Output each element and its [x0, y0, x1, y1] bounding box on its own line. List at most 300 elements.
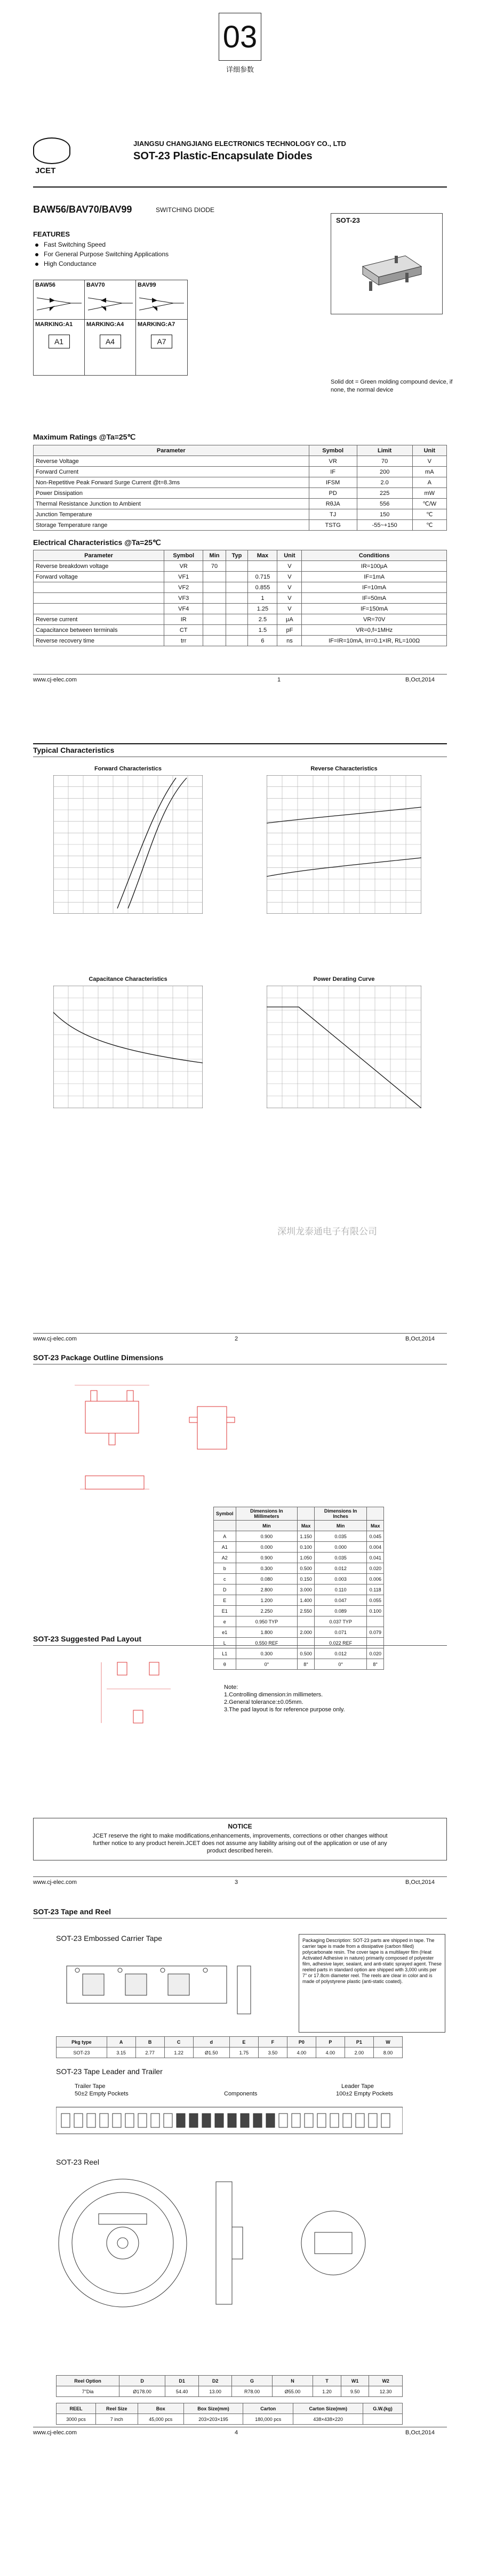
- pad-layout-drawing: [85, 1652, 203, 1748]
- column-header: G.W.(kg): [363, 2403, 403, 2414]
- table-cell: Ø1.50: [193, 2047, 229, 2058]
- package-outline-drawing: [53, 1375, 277, 1513]
- column-header: [214, 1521, 236, 1531]
- table-cell: D: [214, 1584, 236, 1595]
- table-cell: IFSM: [309, 477, 357, 488]
- table-row: [34, 561, 447, 572]
- table-cell: VF1: [164, 572, 203, 582]
- reel-title: SOT-23 Reel: [56, 2158, 99, 2166]
- chart-title: Reverse Characteristics: [310, 766, 378, 772]
- table-cell: 3.000: [298, 1584, 315, 1595]
- table-cell: 0°: [236, 1659, 298, 1670]
- marking-diagram-panel: [33, 280, 188, 376]
- notice-title: NOTICE: [228, 1823, 252, 1830]
- table-cell: [367, 1616, 384, 1627]
- table-row: [34, 572, 447, 582]
- table-cell: 1.050: [298, 1553, 315, 1563]
- column-header: Reel Size: [95, 2403, 138, 2414]
- table-cell: VR: [164, 561, 203, 572]
- column-header: D2: [198, 2376, 232, 2386]
- table-cell: TSTG: [309, 520, 357, 531]
- tape-pocket: [151, 2114, 159, 2127]
- table-cell: pF: [277, 625, 302, 636]
- table-cell: c: [214, 1574, 236, 1584]
- tape-pocket: [125, 2114, 134, 2127]
- table-row: [34, 614, 447, 625]
- table-cell: [203, 582, 226, 593]
- table-cell: [203, 614, 226, 625]
- table-cell: VR=70V: [302, 614, 447, 625]
- column-header: Symbol: [309, 445, 357, 456]
- column-header: Box Size(mm): [183, 2403, 243, 2414]
- column-header: [367, 1507, 384, 1521]
- bullet-icon: [35, 253, 38, 256]
- column-header: Pkg type: [57, 2037, 107, 2047]
- table-cell: V: [412, 456, 446, 467]
- table-row: [214, 1531, 384, 1542]
- table-cell: 3.50: [258, 2047, 287, 2058]
- table-row: [34, 582, 447, 593]
- table-cell: 0.022 REF: [314, 1638, 367, 1648]
- table-cell: 0.003: [314, 1574, 367, 1584]
- column-header: [298, 1507, 315, 1521]
- header-divider: [33, 186, 447, 188]
- electrical-title: Electrical Characteristics @Ta=25℃: [33, 538, 161, 547]
- note-line: 3.The pad layout is for reference purpose only.: [224, 1707, 345, 1713]
- page-number: 3: [235, 1879, 238, 1886]
- table-cell: 70: [357, 456, 412, 467]
- table-cell: 1.400: [298, 1595, 315, 1606]
- trailer-sub: 50±2 Empty Pockets: [75, 2091, 129, 2097]
- table-cell: V: [277, 572, 302, 582]
- section-subtitle: 详细参数: [226, 66, 254, 74]
- packing-table: [56, 2403, 403, 2425]
- column-header: Conditions: [302, 550, 447, 561]
- table-cell: 0.035: [314, 1553, 367, 1563]
- table-cell: 6: [248, 636, 277, 646]
- table-cell: A: [412, 477, 446, 488]
- table-cell: 1.22: [164, 2047, 193, 2058]
- chart-title: Power Derating Curve: [313, 976, 375, 982]
- tape-pocket: [253, 2114, 262, 2127]
- table-cell: IF=IR=10mA, Irr=0.1×IR, RL=100Ω: [302, 636, 447, 646]
- table-cell: 9.50: [341, 2386, 369, 2397]
- column-header: Typ: [226, 550, 248, 561]
- header-rule: [33, 1645, 447, 1646]
- tape-pocket: [305, 2114, 313, 2127]
- tape-pocket: [113, 2114, 121, 2127]
- column-header: P1: [345, 2037, 373, 2047]
- carrier-tape-title: SOT-23 Embossed Carrier Tape: [56, 1934, 162, 1943]
- footer-date: B,Oct,2014: [405, 1879, 435, 1886]
- table-row: [34, 467, 447, 477]
- table-cell: IR: [164, 614, 203, 625]
- table-cell: θ: [214, 1659, 236, 1670]
- tape-pocket: [100, 2114, 108, 2127]
- tape-reel-title: SOT-23 Tape and Reel: [33, 1907, 111, 1916]
- table-cell: ℃: [412, 520, 446, 531]
- page-number: 1: [277, 677, 281, 683]
- bullet-icon: [35, 243, 38, 247]
- column-header: Max: [298, 1521, 315, 1531]
- table-cell: 1: [248, 593, 277, 604]
- footer-date: B,Oct,2014: [405, 1336, 435, 1342]
- notice-text: JCET reserve the right to make modifications,enhancements, improvements, corrections or other changes without further notice to any product herein.JCET does not assume any liability arising out of the application or use of any product described herein.: [92, 1833, 388, 1854]
- table-cell: 0.047: [314, 1595, 367, 1606]
- column-header: Carton: [243, 2403, 293, 2414]
- marking-code: A1: [49, 335, 70, 348]
- notice-box: [33, 1818, 447, 1860]
- table-cell: [226, 561, 248, 572]
- table-cell: [203, 604, 226, 614]
- marking-label: MARKING:A7: [136, 319, 187, 329]
- note-line: Note:: [224, 1684, 238, 1691]
- table-cell: 0.041: [367, 1553, 384, 1563]
- column-header: Dimensions In Inches: [314, 1507, 367, 1521]
- table-cell: 0.900: [236, 1553, 298, 1563]
- table-cell: V: [277, 604, 302, 614]
- table-cell: 0.012: [314, 1563, 367, 1574]
- table-cell: [203, 636, 226, 646]
- table-cell: 1.200: [236, 1595, 298, 1606]
- table-cell: 2.00: [345, 2047, 373, 2058]
- watermark-text: 深圳龙泰通电子有限公司: [277, 1226, 377, 1237]
- footer-date: B,Oct,2014: [405, 677, 435, 683]
- diode-schematic-icon: [136, 290, 186, 316]
- table-cell: 0.020: [367, 1648, 384, 1659]
- bullet-icon: [35, 263, 38, 266]
- table-cell: L1: [214, 1648, 236, 1659]
- marking-code: A4: [100, 335, 121, 348]
- table-cell: 0.000: [314, 1542, 367, 1553]
- trailer-label: Trailer Tape: [75, 2083, 106, 2090]
- table-cell: 0.110: [314, 1584, 367, 1595]
- table-cell: 1.150: [298, 1531, 315, 1542]
- pad-notes: [224, 1684, 345, 1713]
- table-cell: 0.045: [367, 1531, 384, 1542]
- leader-sub: 100±2 Empty Pockets: [336, 2091, 393, 2097]
- table-cell: 0.100: [298, 1542, 315, 1553]
- table-cell: 0.118: [367, 1584, 384, 1595]
- table-cell: 0.079: [367, 1627, 384, 1638]
- table-cell: Reverse recovery time: [34, 636, 164, 646]
- table-cell: 12.30: [369, 2386, 403, 2397]
- column-header: Min: [314, 1521, 367, 1531]
- table-row: [214, 1638, 384, 1648]
- table-row: [34, 520, 447, 531]
- page-number: 4: [235, 2429, 238, 2436]
- table-cell: [34, 593, 164, 604]
- table-cell: Reverse current: [34, 614, 164, 625]
- tape-pocket: [330, 2114, 339, 2127]
- table-cell: E: [214, 1595, 236, 1606]
- table-cell: [34, 604, 164, 614]
- table-cell: 0.037 TYP: [314, 1616, 367, 1627]
- table-cell: trr: [164, 636, 203, 646]
- table-cell: [226, 625, 248, 636]
- table-cell: 13.00: [198, 2386, 232, 2397]
- column-header: Unit: [277, 550, 302, 561]
- table-cell: 2.77: [135, 2047, 164, 2058]
- tape-pocket: [138, 2114, 147, 2127]
- table-cell: [226, 614, 248, 625]
- table-cell: 7"Dia: [57, 2386, 119, 2397]
- table-cell: 54.40: [165, 2386, 199, 2397]
- table-cell: 203×203×195: [183, 2414, 243, 2425]
- leader-label: Leader Tape: [341, 2083, 374, 2090]
- footer-rule: [33, 1876, 447, 1877]
- table-cell: 0.080: [236, 1574, 298, 1584]
- column-header: Parameter: [34, 445, 309, 456]
- table-cell: 1.800: [236, 1627, 298, 1638]
- table-cell: 0.550 REF: [236, 1638, 298, 1648]
- table-cell: Thermal Resistance Junction to Ambient: [34, 499, 309, 509]
- column-header: E: [229, 2037, 258, 2047]
- package-label: SOT-23: [336, 216, 360, 224]
- leader-trailer-title: SOT-23 Tape Leader and Trailer: [56, 2067, 163, 2076]
- column-header: P0: [287, 2037, 316, 2047]
- table-cell: CT: [164, 625, 203, 636]
- part-numbers: BAW56/BAV70/BAV99: [33, 204, 132, 215]
- table-cell: VF4: [164, 604, 203, 614]
- marking-col-bav70: [85, 280, 136, 375]
- table-cell: 0.089: [314, 1606, 367, 1616]
- table-cell: [298, 1616, 315, 1627]
- table-cell: Ø55.00: [272, 2386, 313, 2397]
- table-cell: 0.071: [314, 1627, 367, 1638]
- table-cell: [298, 1638, 315, 1648]
- table-row: [34, 488, 447, 499]
- table-cell: 180,000 pcs: [243, 2414, 293, 2425]
- table-row: [214, 1574, 384, 1584]
- packaging-description: Packaging Description: SOT-23 parts are shipped in tape. The carrier tape is made from a dissipative (carbon filled) polycarbonate resin. The cover tape is a multilayer film (Heat Activated Adhesive in nature) primarily composed of polyester film, adhesive layer, sealant, and anti-static sprayed agent. These reeled parts in standard option are shipped with 3,000 units per 7" or 17.8cm diameter reel. The reels are clear in color and is made of polystyrene plastic (anti-static coated).: [299, 1934, 445, 2033]
- page-number: 2: [235, 1336, 238, 1342]
- tape-pocket: [74, 2114, 83, 2127]
- tape-pocket: [87, 2114, 95, 2127]
- marking-code: A7: [151, 335, 172, 348]
- marking-label: MARKING:A4: [85, 319, 135, 329]
- table-cell: IF=1mA: [302, 572, 447, 582]
- table-row: [214, 1553, 384, 1563]
- table-cell: Power Dissipation: [34, 488, 309, 499]
- table-cell: [363, 2414, 403, 2425]
- feature-item: For General Purpose Switching Applications: [44, 250, 169, 258]
- tape-pocket: [177, 2114, 185, 2127]
- table-cell: Forward Current: [34, 467, 309, 477]
- table-cell: VR=0,f=1MHz: [302, 625, 447, 636]
- table-cell: 556: [357, 499, 412, 509]
- table-cell: 200: [357, 467, 412, 477]
- table-cell: μA: [277, 614, 302, 625]
- part-description: SWITCHING DIODE: [156, 206, 214, 214]
- column-header: D1: [165, 2376, 199, 2386]
- table-cell: 2.550: [298, 1606, 315, 1616]
- table-row: [34, 604, 447, 614]
- table-cell: Junction Temperature: [34, 509, 309, 520]
- table-cell: ℃: [412, 509, 446, 520]
- note-line: 2.General tolerance:±0.05mm.: [224, 1699, 303, 1705]
- table-cell: 2.000: [298, 1627, 315, 1638]
- table-cell: Non-Repetitive Peak Forward Surge Current @t=8.3ms: [34, 477, 309, 488]
- table-cell: 1.5: [248, 625, 277, 636]
- table-cell: A1: [214, 1542, 236, 1553]
- tape-dimensions-table: [56, 2036, 403, 2058]
- footer-url: www.cj-elec.com: [33, 1336, 77, 1342]
- table-row: [214, 1606, 384, 1616]
- tape-pocket: [369, 2114, 377, 2127]
- table-cell: V: [277, 582, 302, 593]
- column-header: Dimensions In Millimeters: [236, 1507, 298, 1521]
- column-header: W1: [341, 2376, 369, 2386]
- marking-name: BAV70: [86, 282, 105, 288]
- table-cell: 7 inch: [95, 2414, 138, 2425]
- table-cell: 0°: [314, 1659, 367, 1670]
- table-cell: 0.012: [314, 1648, 367, 1659]
- company-name: JIANGSU CHANGJIANG ELECTRONICS TECHNOLOGY CO., LTD: [133, 140, 346, 148]
- table-cell: 150: [357, 509, 412, 520]
- electrical-table: [33, 550, 447, 646]
- table-row: [214, 1595, 384, 1606]
- chart-title: Forward Characteristics: [94, 766, 162, 772]
- tape-pocket: [317, 2114, 326, 2127]
- table-cell: 0.000: [236, 1542, 298, 1553]
- reel-dimensions-table: [56, 2375, 403, 2397]
- table-cell: 225: [357, 488, 412, 499]
- column-header: G: [232, 2376, 272, 2386]
- table-cell: Storage Temperature range: [34, 520, 309, 531]
- table-cell: L: [214, 1638, 236, 1648]
- header-divider: [33, 743, 447, 744]
- table-cell: [226, 636, 248, 646]
- column-header: N: [272, 2376, 313, 2386]
- table-cell: e: [214, 1616, 236, 1627]
- power-derating-chart: [267, 986, 421, 1108]
- product-title: SOT-23 Plastic-Encapsulate Diodes: [133, 150, 313, 162]
- column-header: W: [373, 2037, 402, 2047]
- features-heading: FEATURES: [33, 230, 70, 238]
- table-row: [214, 1627, 384, 1638]
- table-cell: [203, 572, 226, 582]
- tape-pocket: [61, 2114, 70, 2127]
- table-cell: 0.100: [367, 1606, 384, 1616]
- sot23-package-icon: [341, 234, 432, 304]
- table-cell: 2.250: [236, 1606, 298, 1616]
- tape-pocket: [164, 2114, 172, 2127]
- table-row: [34, 509, 447, 520]
- table-cell: [203, 625, 226, 636]
- marking-col-bav99: [136, 280, 187, 375]
- tape-pocket: [279, 2114, 287, 2127]
- table-cell: b: [214, 1563, 236, 1574]
- table-row: [34, 499, 447, 509]
- tape-pocket: [202, 2114, 211, 2127]
- table-cell: V: [277, 561, 302, 572]
- reel-drawing: [56, 2174, 403, 2318]
- column-header: Min: [203, 550, 226, 561]
- marking-label: MARKING:A1: [34, 319, 84, 329]
- table-cell: R78.00: [232, 2386, 272, 2397]
- column-header: Min: [236, 1521, 298, 1531]
- tape-pocket: [381, 2114, 390, 2127]
- table-cell: [226, 593, 248, 604]
- table-cell: IF: [309, 467, 357, 477]
- section-number-badge: [219, 13, 261, 61]
- table-cell: VF2: [164, 582, 203, 593]
- section-number: 03: [222, 19, 258, 54]
- column-header: P: [316, 2037, 345, 2047]
- column-header: Parameter: [34, 550, 164, 561]
- table-cell: 2.800: [236, 1584, 298, 1595]
- note-line: 1.Controlling dimension:in millimeters.: [224, 1692, 323, 1698]
- table-cell: Ø178.00: [119, 2386, 165, 2397]
- table-cell: VR: [309, 456, 357, 467]
- column-header: F: [258, 2037, 287, 2047]
- table-cell: IF=150mA: [302, 604, 447, 614]
- column-header: B: [135, 2037, 164, 2047]
- footer-url: www.cj-elec.com: [33, 1879, 77, 1886]
- table-cell: 0.900: [236, 1531, 298, 1542]
- pad-layout-title: SOT-23 Suggested Pad Layout: [33, 1635, 142, 1643]
- tape-pocket: [356, 2114, 364, 2127]
- table-cell: SOT-23: [57, 2047, 107, 2058]
- table-cell: 438×438×220: [293, 2414, 363, 2425]
- table-cell: ℃/W: [412, 499, 446, 509]
- table-cell: 1.20: [313, 2386, 341, 2397]
- jcet-logo-icon: [33, 137, 70, 164]
- table-row: [34, 477, 447, 488]
- table-row: [34, 625, 447, 636]
- table-cell: E1: [214, 1606, 236, 1616]
- table-cell: mW: [412, 488, 446, 499]
- table-cell: 1.75: [229, 2047, 258, 2058]
- table-cell: 8.00: [373, 2047, 402, 2058]
- table-cell: 3000 pcs: [57, 2414, 96, 2425]
- table-row: [34, 636, 447, 646]
- feature-item: Fast Switching Speed: [44, 241, 106, 248]
- column-header: Symbol: [214, 1507, 236, 1521]
- column-header: T: [313, 2376, 341, 2386]
- reverse-characteristics-chart: [267, 775, 421, 914]
- table-cell: 45,000 pcs: [138, 2414, 183, 2425]
- table-cell: 0.300: [236, 1563, 298, 1574]
- table-cell: 0.035: [314, 1531, 367, 1542]
- header-rule: [33, 1918, 447, 1919]
- table-cell: IF=50mA: [302, 593, 447, 604]
- marking-name: BAW56: [35, 282, 55, 288]
- table-cell: 2.5: [248, 614, 277, 625]
- table-cell: A2: [214, 1553, 236, 1563]
- table-cell: [226, 572, 248, 582]
- table-cell: 0.500: [298, 1563, 315, 1574]
- green-compound-note: Solid dot = Green molding compound device, if none, the normal device: [331, 379, 453, 393]
- typical-characteristics-title: Typical Characteristics: [33, 746, 115, 754]
- table-cell: 8°: [367, 1659, 384, 1670]
- table-cell: Reverse Voltage: [34, 456, 309, 467]
- table-cell: [34, 582, 164, 593]
- table-cell: Reverse breakdown voltage: [34, 561, 164, 572]
- marking-col-baw56: [34, 280, 85, 375]
- table-cell: TJ: [309, 509, 357, 520]
- table-cell: IR=100μA: [302, 561, 447, 572]
- table-cell: 8°: [298, 1659, 315, 1670]
- table-row: [214, 1616, 384, 1627]
- tape-pocket: [266, 2114, 275, 2127]
- tape-pocket: [228, 2114, 236, 2127]
- footer-url: www.cj-elec.com: [33, 677, 77, 683]
- table-cell: Forward voltage: [34, 572, 164, 582]
- table-cell: 0.004: [367, 1542, 384, 1553]
- marking-name: BAV99: [138, 282, 156, 288]
